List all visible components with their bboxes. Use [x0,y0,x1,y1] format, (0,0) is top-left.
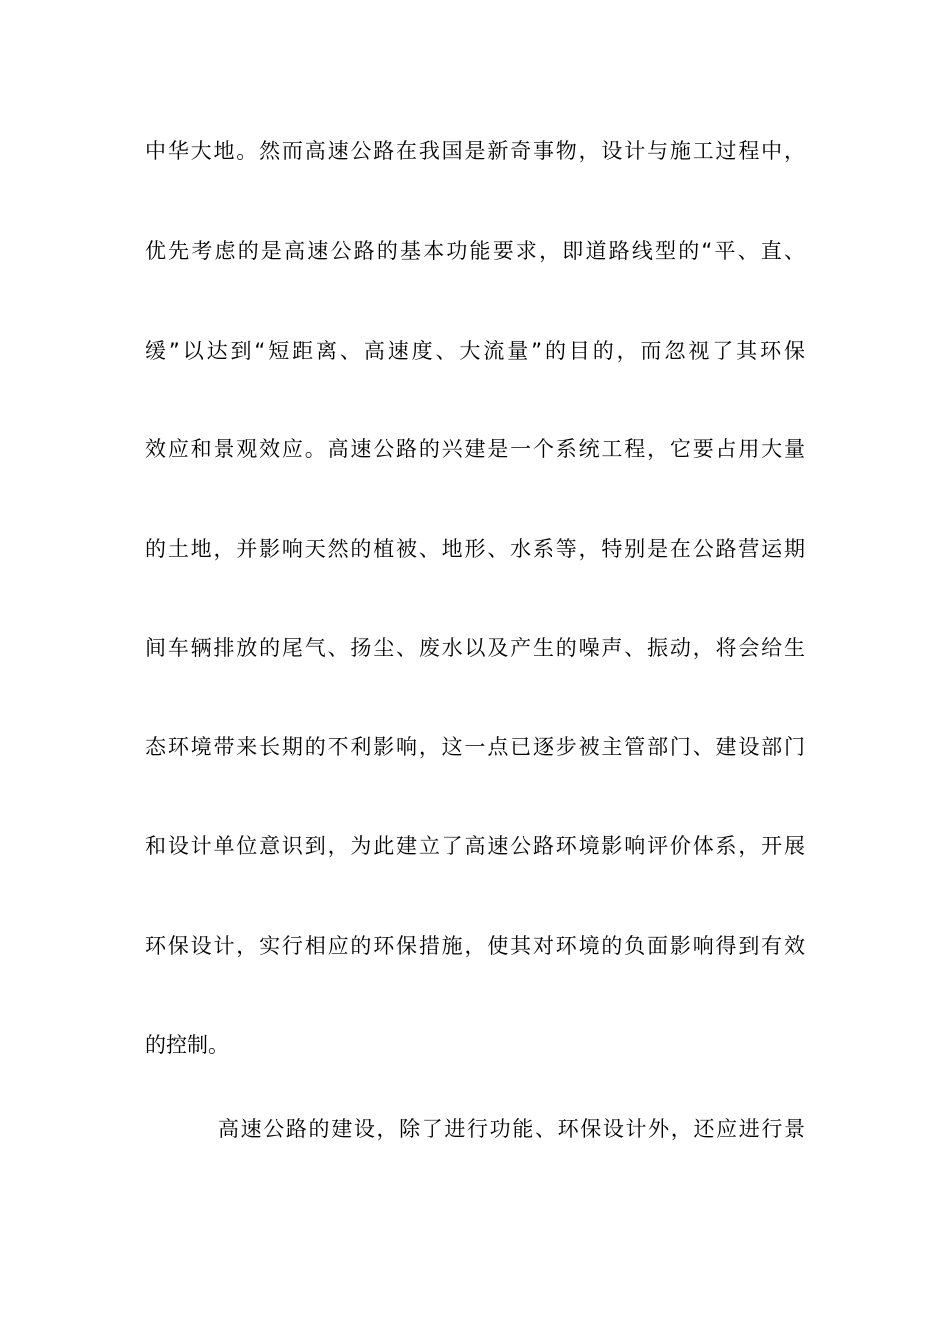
paragraph-line: 态环境带来长期的不利影响，这一点已逐步被主管部门、建设部门 [145,735,805,759]
paragraph-line: 缓”以达到“短距离、高速度、大流量”的目的，而忽视了其环保 [145,339,805,363]
paragraph-line: 高速公路的建设，除了进行功能、环保设计外，还应进行景 [218,1117,805,1141]
paragraph-line: 效应和景观效应。高速公路的兴建是一个系统工程，它要占用大量 [145,437,805,461]
paragraph-line: 优先考虑的是高速公路的基本功能要求，即道路线型的“平、直、 [145,239,805,263]
paragraph-line: 的土地，并影响天然的植被、地形、水系等，特别是在公路营运期 [145,537,805,561]
paragraph-line: 中华大地。然而高速公路在我国是新奇事物，设计与施工过程中， [145,139,805,163]
paragraph-line: 间车辆排放的尾气、扬尘、废水以及产生的噪声、振动，将会给生 [145,636,805,660]
paragraph-line: 和设计单位意识到，为此建立了高速公路环境影响评价体系，开展 [145,834,805,858]
paragraph-line: 环保设计，实行相应的环保措施，使其对环境的负面影响得到有效 [145,934,805,958]
paragraph-line: 的控制。 [145,1033,229,1057]
